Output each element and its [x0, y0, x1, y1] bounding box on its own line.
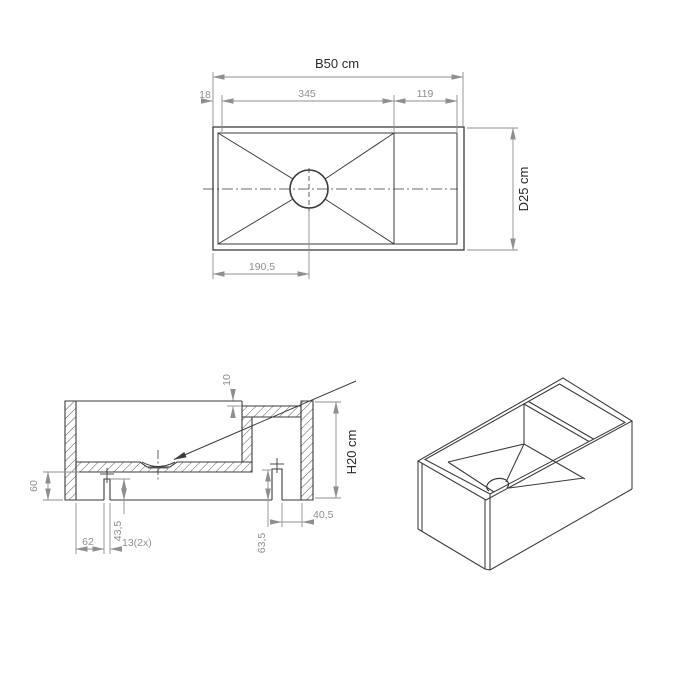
dim-diameter-label: 13(2x) — [122, 537, 152, 549]
dim-recess-label: 10 — [221, 374, 233, 386]
plan-slope-diagonal — [325, 199, 394, 244]
dim-drain-label: 190,5 — [248, 261, 276, 273]
dim-hole-right-label: 63,5 — [256, 532, 268, 554]
section-deck-slab — [242, 406, 301, 417]
overall-width-label: B50 cm — [314, 56, 360, 71]
section-basin-floor — [76, 462, 252, 472]
dim-hole-left-label: 43,5 — [112, 520, 124, 542]
section-divider-wall — [242, 417, 252, 462]
drain-leader-line — [174, 381, 356, 460]
iso-bottom-front-corner — [485, 569, 490, 570]
plan-dimensions — [201, 72, 518, 279]
section-right-wall — [301, 401, 313, 500]
dim-offset-label: 62 — [82, 536, 94, 548]
iso-floor-back-edge — [448, 444, 524, 462]
iso-inner-rim — [425, 384, 625, 494]
iso-floor-front-edge — [509, 478, 584, 488]
overall-depth-label: D25 cm — [516, 166, 531, 212]
iso-floor-crease-to-drain — [506, 444, 524, 482]
section-left-wall — [65, 401, 76, 500]
section-view — [28, 374, 359, 554]
iso-outer-rim — [418, 378, 632, 500]
plan-slope-diagonal — [325, 133, 394, 179]
iso-divider-edge-back — [529, 402, 594, 440]
iso-bottom-left-edge — [418, 529, 485, 569]
dim-right-gap-label: 40,5 — [313, 509, 334, 521]
dim-underfloor-label: 60 — [28, 480, 40, 492]
mounting-hole-right — [272, 469, 282, 500]
iso-divider-edge-front — [524, 404, 589, 442]
iso-bottom-right-edge — [490, 489, 632, 570]
top-view — [199, 56, 531, 279]
plan-slope-diagonal — [218, 199, 293, 244]
dim-ledge-label: 119 — [416, 88, 434, 100]
plan-outer-edge — [213, 127, 464, 250]
iso-divider-floor-edge — [524, 444, 585, 479]
dim-wall-label: 18 — [199, 89, 211, 101]
drain-cover-profile — [142, 462, 175, 467]
overall-height-label: H20 cm — [344, 429, 359, 475]
dim-basin-label: 345 — [298, 88, 316, 100]
plan-inner-rim — [218, 133, 457, 244]
isometric-view — [418, 378, 632, 570]
plan-slope-diagonal — [218, 133, 293, 179]
